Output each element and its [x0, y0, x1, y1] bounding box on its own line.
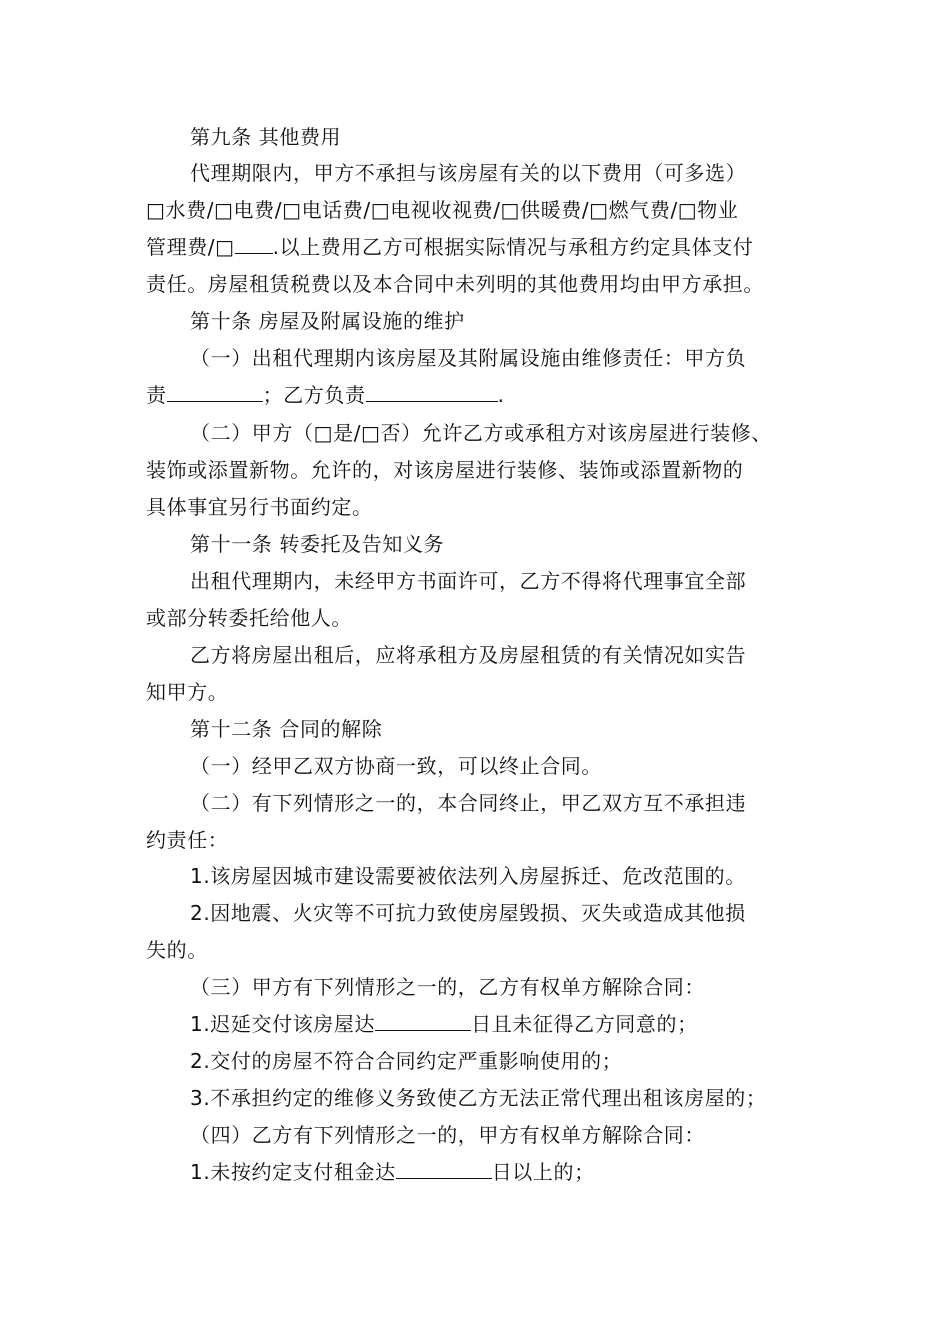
paragraph-line: 知甲方。 [146, 680, 229, 704]
paragraph-line: 约责任： [146, 828, 229, 852]
paragraph-line: 失的。 [146, 938, 208, 962]
list-item: 2.交付的房屋不符合合同约定严重影响使用的； [190, 1049, 623, 1073]
paragraph-line: 责 ；乙方负责 . [146, 383, 505, 407]
paragraph-line: 装饰或添置新物。允许的，对该房屋进行装修、装饰或添置新物的 [146, 458, 744, 482]
list-item: 1.该房屋因城市建设需要被依法列入房屋拆迁、危改范围的。 [190, 864, 746, 888]
list-item: 1.未按约定支付租金达 日以上的； [190, 1160, 595, 1184]
fill-blank [235, 235, 273, 254]
paragraph-line: 管理费/□ .以上费用乙方可根据实际情况与承租方约定具体支付 [146, 235, 754, 259]
article-11-heading: 第十一条 转委托及告知义务 [190, 532, 445, 556]
paragraph-line: （二）有下列情形之一的，本合同终止，甲乙双方互不承担违 [190, 791, 747, 815]
list-item: 3.不承担约定的维修义务致使乙方无法正常代理出租该房屋的； [190, 1086, 767, 1110]
paragraph-line: （二）甲方（□是/□否）允许乙方或承租方对该房屋进行装修、 [190, 421, 772, 445]
paragraph-line: （一）经甲乙双方协商一致，可以终止合同。 [190, 754, 602, 778]
fill-blank [366, 383, 498, 402]
fill-blank [375, 1012, 471, 1031]
paragraph-line: （四）乙方有下列情形之一的，甲方有权单方解除合同： [190, 1123, 705, 1147]
article-12-heading: 第十二条 合同的解除 [190, 717, 383, 741]
paragraph-line: （一）出租代理期内该房屋及其附属设施由维修责任：甲方负 [190, 346, 747, 370]
paragraph-line: 或部分转委托给他人。 [146, 606, 352, 630]
paragraph-line: 出租代理期内，未经甲方书面许可，乙方不得将代理事宜全部 [190, 569, 747, 593]
paragraph-line: 责任。房屋租赁税费以及本合同中未列明的其他费用均由甲方承担。 [146, 272, 764, 296]
list-item: 1.迟延交付该房屋达 日且未征得乙方同意的； [190, 1012, 698, 1036]
paragraph-line: 代理期限内，甲方不承担与该房屋有关的以下费用（可多选） [190, 161, 747, 185]
fill-blank [396, 1160, 492, 1179]
paragraph-line: 具体事宜另行书面约定。 [146, 495, 373, 519]
article-10-heading: 第十条 房屋及附属设施的维护 [190, 309, 465, 333]
fill-blank [167, 383, 263, 402]
paragraph-line: 乙方将房屋出租后，应将承租方及房屋租赁的有关情况如实告 [190, 643, 747, 667]
article-9-heading: 第九条 其他费用 [190, 125, 342, 149]
list-item: 2.因地震、火灾等不可抗力致使房屋毁损、灭失或造成其他损 [190, 901, 746, 925]
paragraph-line: □水费/□电费/□电话费/□电视收视费/□供暖费/□燃气费/□物业 [146, 198, 739, 222]
paragraph-line: （三）甲方有下列情形之一的，乙方有权单方解除合同： [190, 975, 705, 999]
